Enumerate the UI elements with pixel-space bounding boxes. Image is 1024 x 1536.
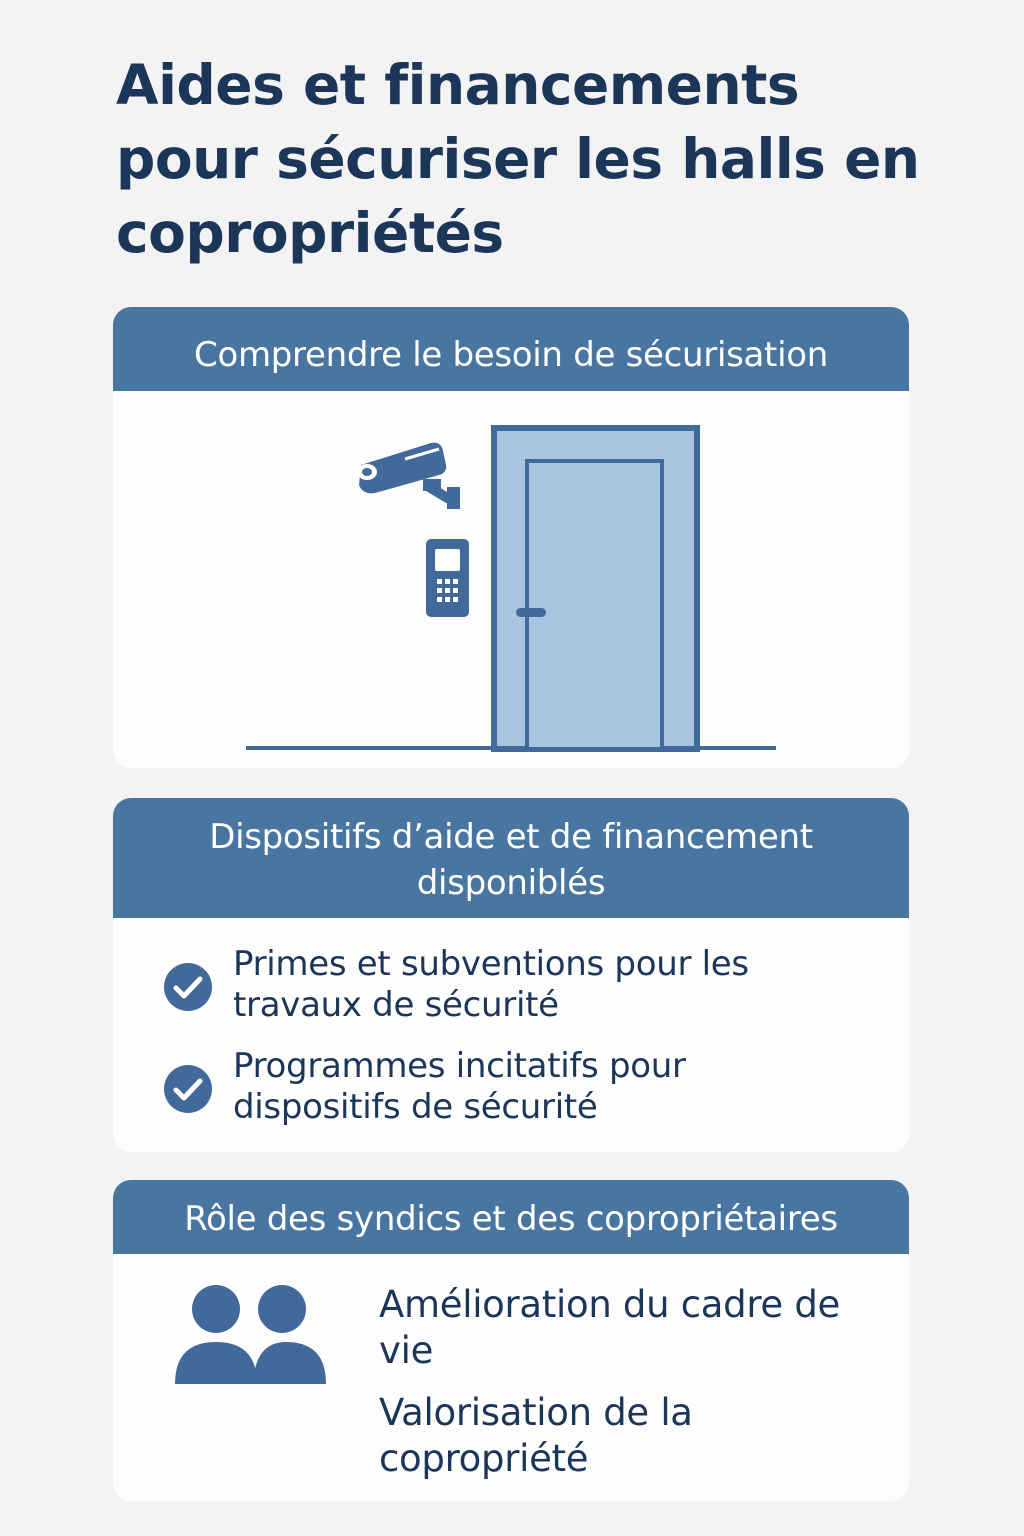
role-item: Amélioration du cadre de vie [379,1283,841,1372]
door-icon [494,428,697,749]
list-item-text: Primes et subventions pour les travaux de sécurité [233,944,749,1025]
card-heading: Comprendre le besoin de sécurisation [113,307,909,391]
role-item: Valorisation de la copropriété [379,1391,693,1480]
card-funding [113,798,909,1152]
check-circle-icon [163,1064,213,1114]
card-heading: Rôle des syndics et des copropriétaires [113,1180,909,1254]
hall-illustration [113,391,909,768]
people-icon [173,1284,328,1389]
list-item-text: Programmes incitatifs pour dispositifs de sécurité [233,1046,686,1127]
security-camera-icon [357,443,460,509]
intercom-keypad-icon [426,539,469,617]
card-security-need [113,307,909,768]
card-heading: Dispositifs d’aide et de financement disponiblés [113,798,909,918]
page-title: Aides et financements pour sécuriser les halls en copropriétés [116,53,920,265]
card-roles [113,1180,909,1501]
check-circle-icon [163,962,213,1012]
